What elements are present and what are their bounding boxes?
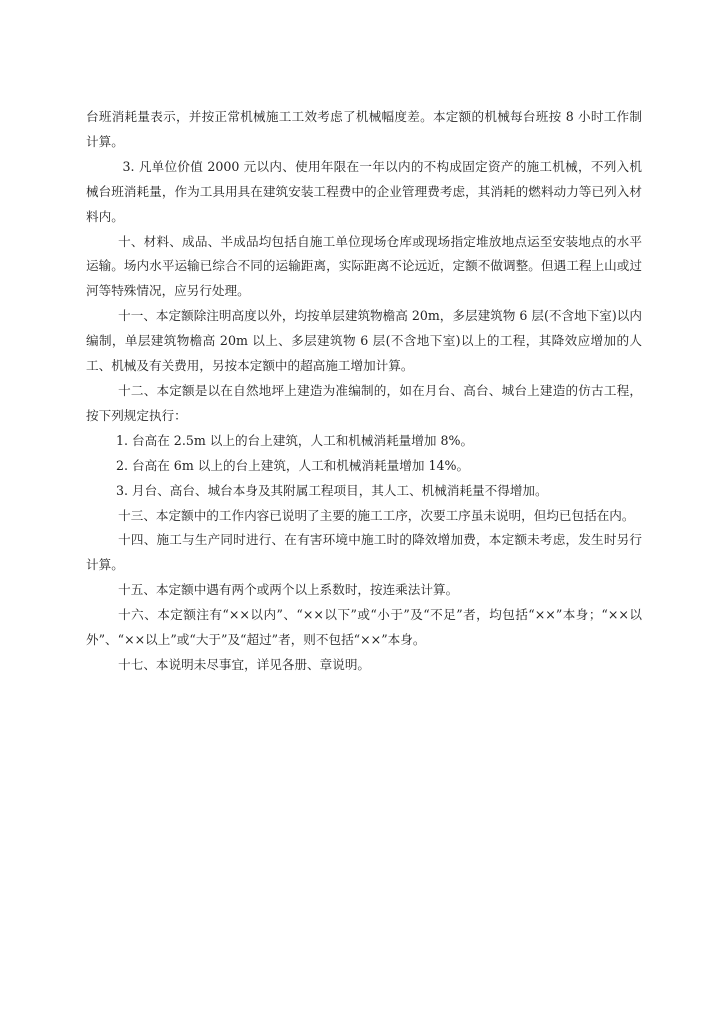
paragraph-section-15-coefficients: 十五、本定额中遇有两个或两个以上系数时，按连乘法计算。 [118, 582, 459, 598]
list-item-platform-itself: 3. 月台、高台、城台本身及其附属工程项目，其人工、机械消耗量不得增加。 [116, 482, 548, 498]
paragraph-low-value-machinery: 3. 凡单位价值 2000 元以内、使用年限在一年以内的不构成固定资产的施工机械，不列入机械台班消耗量，作为工具用具在建筑安装工程费中的企业管理费考虑，其消耗的燃料动力等已列入材料内。 [86, 158, 642, 224]
list-item-platform-2-5m: 1. 台高在 2.5m 以上的台上建筑，人工和机械消耗量增加 8%。 [116, 432, 474, 448]
paragraph-section-12-ground-level: 十二、本定额是以在自然地坪上建造为准编制的，如在月台、高台、城台上建造的仿古工程，按下列规定执行： [86, 382, 642, 423]
paragraph-section-14-efficiency: 十四、施工与生产同时进行、在有害环境中施工时的降效增加费，本定额未考虑，发生时另行计算。 [86, 532, 642, 573]
paragraph-section-13-work-content: 十三、本定额中的工作内容已说明了主要的施工工序，次要工序虽未说明，但均已包括在内。 [118, 507, 635, 523]
document-body [86, 105, 642, 678]
paragraph-section-17-other: 十七、本说明未尽事宜，详见各册、章说明。 [118, 656, 370, 672]
list-item-platform-6m: 2. 台高在 6m 以上的台上建筑，人工和机械消耗量增加 14%。 [116, 457, 470, 473]
paragraph-section-10-materials: 十、材料、成品、半成品均包括自施工单位现场仓库或现场指定堆放地点运至安装地点的水平运输。场内水平运输已综合不同的运输距离，实际距离不论远近，定额不做调整。但遇工程上山或过河等特殊情况，应另行处理。 [86, 233, 642, 299]
paragraph-machine-shift: 台班消耗量表示，并按正常机械施工工效考虑了机械幅度差。本定额的机械每台班按 8 小时工作制计算。 [86, 109, 642, 149]
paragraph-section-11-height: 十一、本定额除注明高度以外，均按单层建筑物檐高 20m，多层建筑物 6 层(不含地下室)以内编制，单层建筑物檐高 20m 以上、多层建筑物 6 层(不含地下室)以上的工程，其降效应增加的人工、机械及有关费用，另按本定额中的超高施工增加计算。 [86, 308, 642, 374]
paragraph-section-16-ranges: 十六、本定额注有“××以内”、“××以下”或“小于”及“不足”者，均包括“××”本身；“××以外”、“××以上”或“大于”及“超过”者，则不包括“××”本身。 [86, 607, 642, 648]
